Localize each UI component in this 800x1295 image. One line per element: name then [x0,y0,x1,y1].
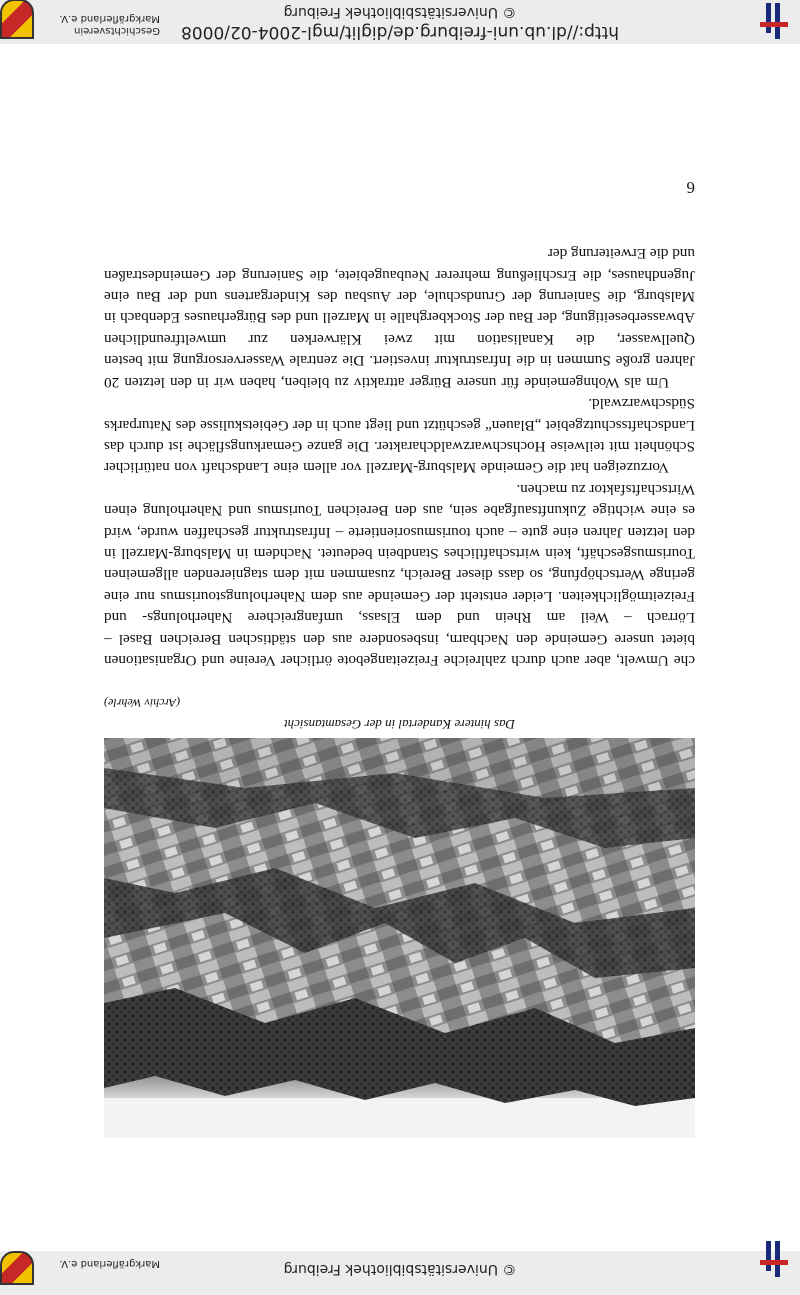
previous-association-name: Markgräflerland e.V. [59,1258,160,1269]
photo-credit: (Archiv Wehrle) [104,696,181,710]
footer-copyright-text: © Universitätsbibliothek Freiburg [283,4,517,20]
footer-url-link[interactable]: http://dl.ub.uni-freiburg.de/diglit/mgl-2004-02/0008 [181,22,619,42]
ub-freiburg-logo-icon[interactable] [760,3,788,39]
paragraph: che Umwelt, aber auch durch zahlreiche Freizeitangebote örtlicher Vereine und Organisationen bietet unsere Gemeinde den Nachbarn, insbesondere aus den städtischen Bereichen Basel – Lörrach – Weil am Rhein und dem Elsass, umfangreichere Naherholungs- und Freizeitmöglichkeiten. Leider entsteht der Gemeinde aus dem Naherholungstourismus nur eine geringe Wertschöpfung, so dass dieser Bereich, zusammen mit dem stagnierenden allgemeinen Tourismusgeschäft, kein wirtschaftliches Standbein bedeutet. Nachdem in Malsburg-Marzell in den letzten Jahren eine gute – auch tourismusorientierte – Infrastruktur geschaffen wurde, wird es eine wichtige Zukunftsaufgabe sein, aus den Bereichen Tourismus und Naherholung einen Wirtschaftsfaktor zu machen. [104,480,695,669]
previous-copyright-text: © Universitätsbibliothek Freiburg [283,1261,517,1277]
association-crest-icon [0,1251,34,1285]
photo-caption: Das hintere Kandertal in der Gesamtansicht [284,717,515,732]
page-number: 6 [686,178,695,197]
body-text [104,243,695,671]
association-line-2: Markgräflerland e.V. [59,13,160,24]
association-crest-icon[interactable] [0,0,34,39]
association-name [40,12,160,36]
association-line-1: Geschichtsverein [74,25,160,36]
landscape-photo [104,738,695,1138]
ub-freiburg-logo-icon [760,1241,788,1277]
paragraph: Vorzuzeigen hat die Gemeinde Malsburg-Marzell vor allem eine Landschaft von natürlicher Schönheit mit teilweise Hochschwarzwaldcharakter. Die ganze Gemarkungsfläche ist durch das Landschaftsschutzgebiet „Blauen“ geschützt und liegt auch in der Gebietskulisse des Naturparks Südschwarzwald. [104,395,695,477]
paragraph: Um als Wohngemeinde für unsere Bürger attraktiv zu bleiben, haben wir in den letzten 20 Jahren große Summen in die Infrastruktur investiert. Die zentrale Wasserversorgung mit besten Quellwasser, die Kanalisation mit zwei Klärwerken zur umweltfreundlichen Abwasserbeseitigung, der Bau der Stockberghalle in Marzell und des Bürgerhauses Edenbach in Malsburg, die Sanierung der Grundschule, der Ausbau des Kindergartens und der Bau eine Jugendhauses, die Erschließung mehrerer Neubaugebiete, die Sanierung der Gemeindestraßen und die Erweiterung der [104,245,695,391]
